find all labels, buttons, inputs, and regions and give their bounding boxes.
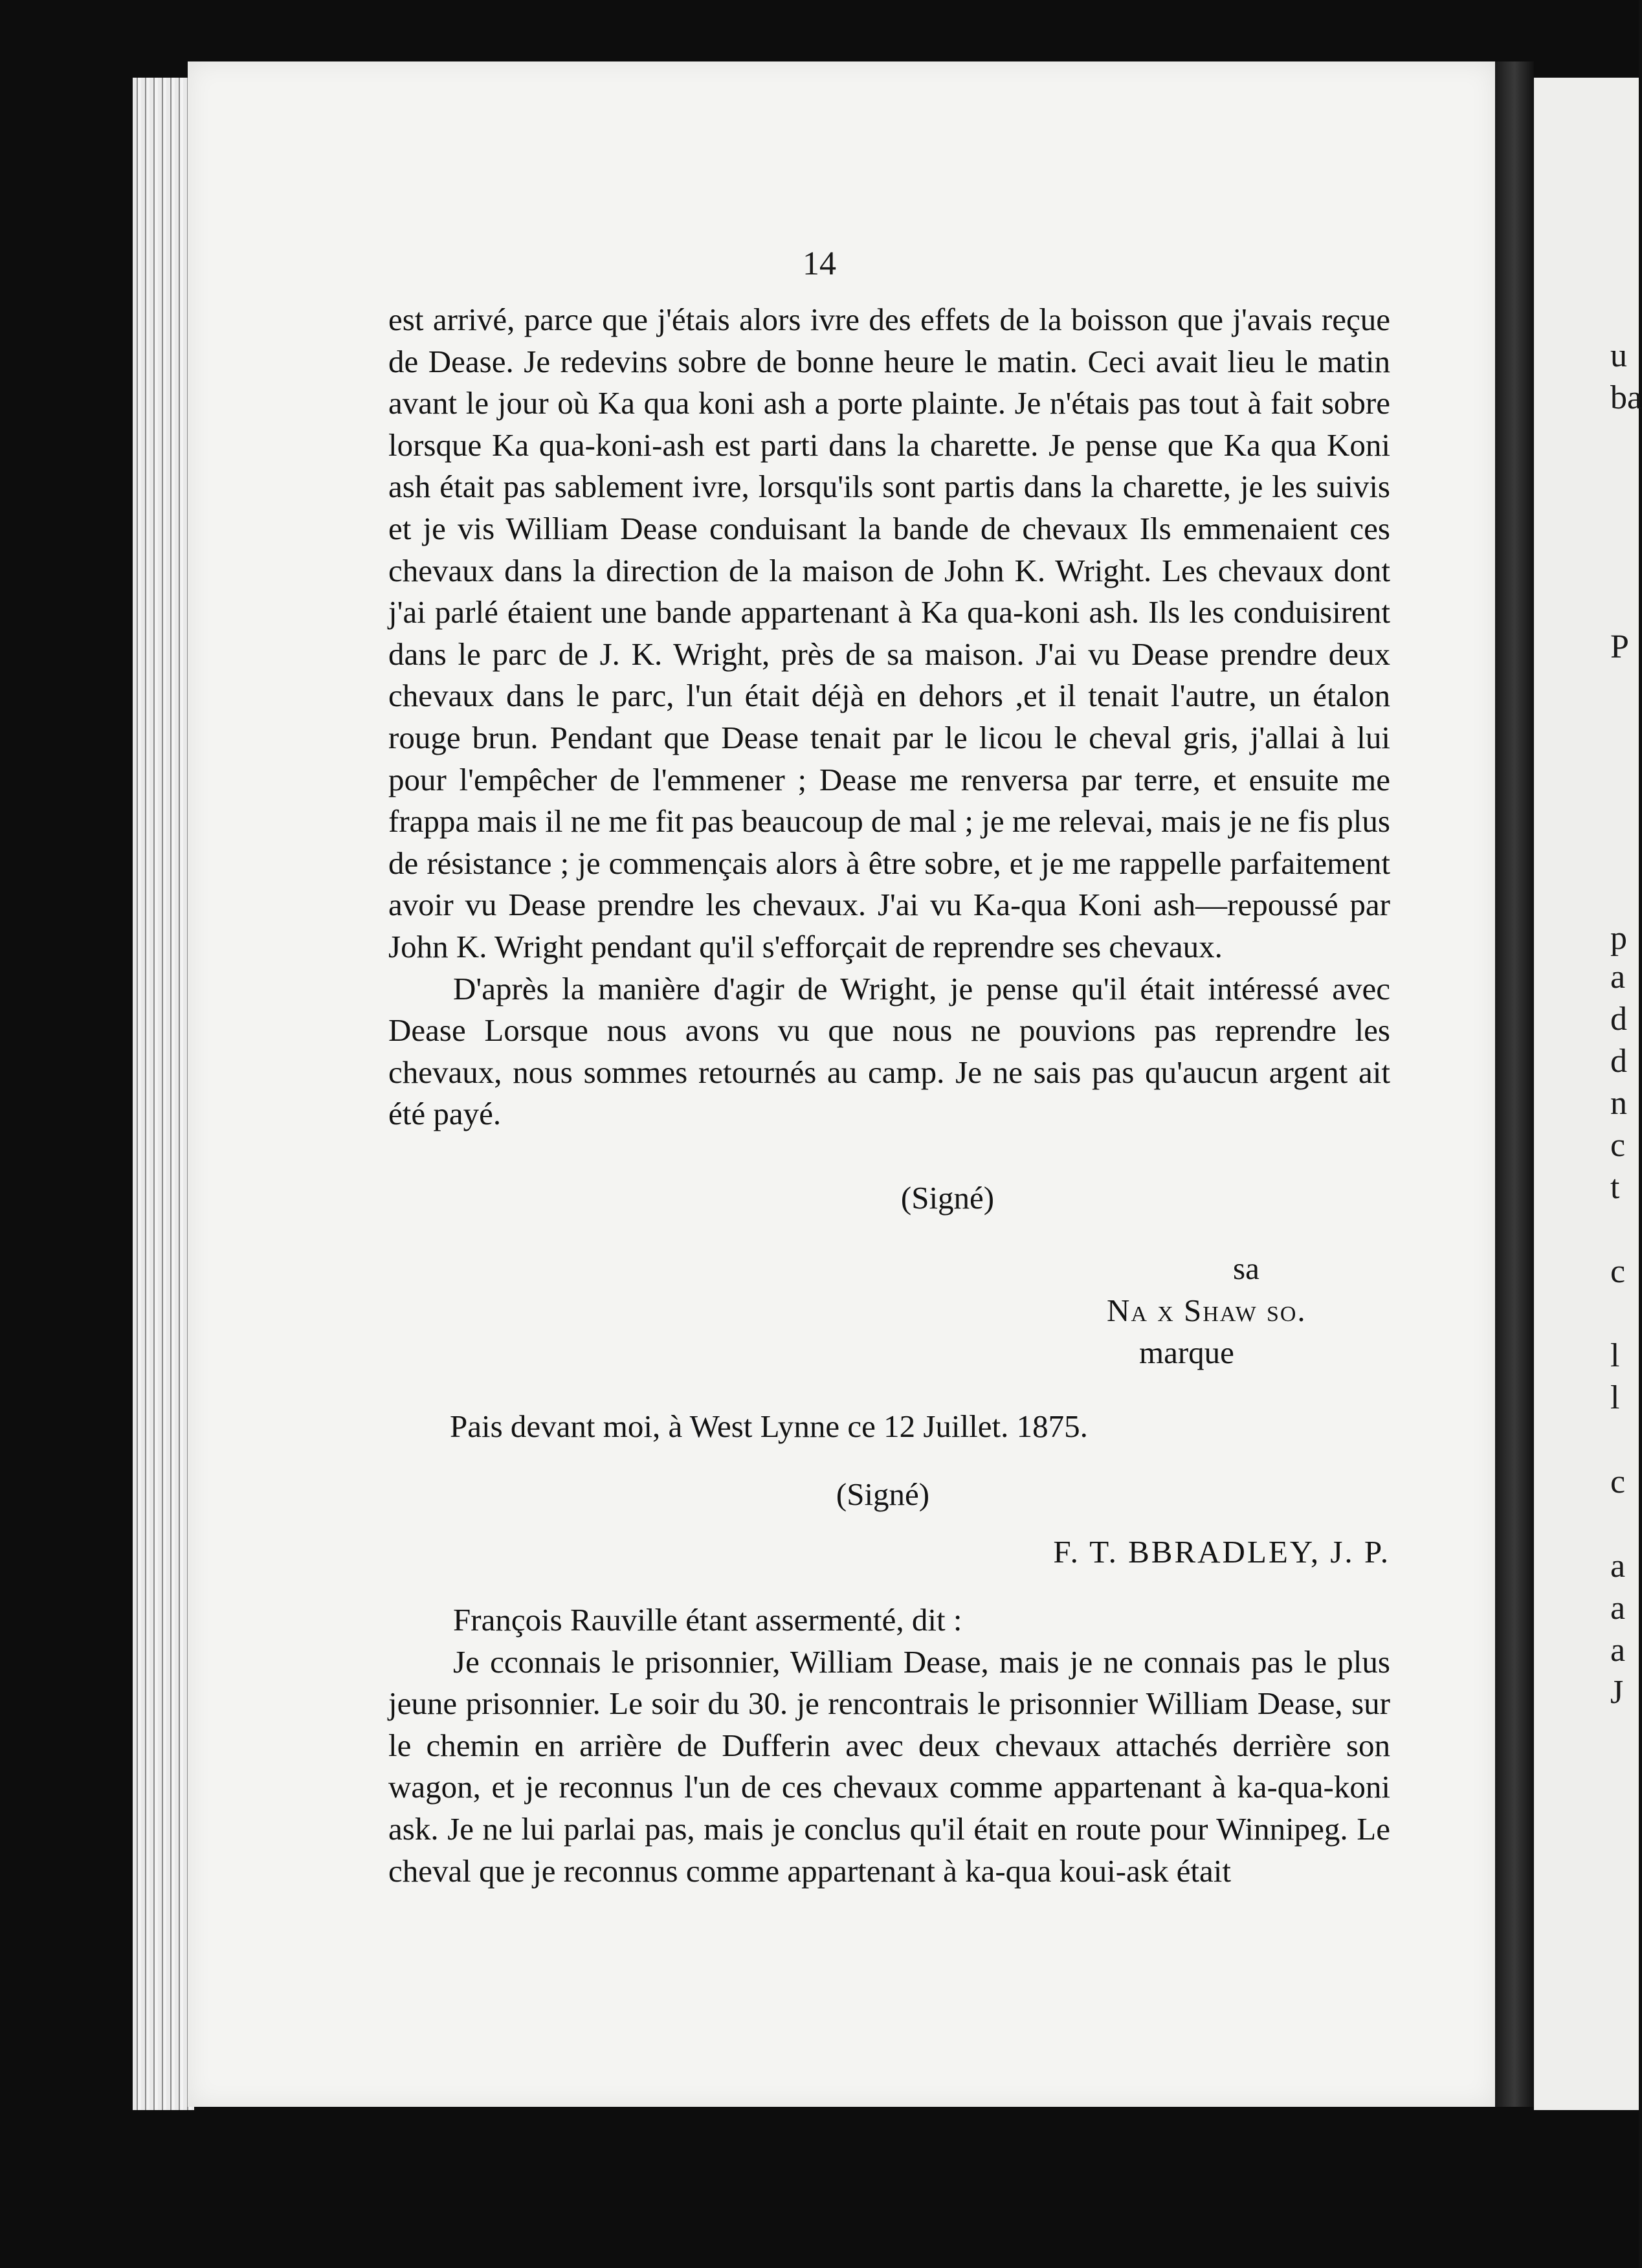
- facing-page-fragment: a: [1610, 1548, 1626, 1584]
- page-body: [388, 299, 1390, 1892]
- facing-page-fragment: a: [1610, 1632, 1626, 1669]
- facing-page: [1534, 78, 1642, 2110]
- page-stack-edges: [133, 78, 194, 2110]
- signature-name: Na x Shaw so.: [1107, 1293, 1307, 1329]
- jurat-line: Pais devant moi, à West Lynne ce 12 Juillet. 1875.: [450, 1408, 1088, 1445]
- facing-page-fragment: n: [1610, 1085, 1627, 1122]
- body-paragraph: est arrivé, parce que j'étais alors ivre des effets de la boisson que j'avais reçue de Dease. Je redevins sobre de bonne heure le matin. Ceci avait lieu le matin avant le jour où Ka qua koni ash a porte plainte. Je n'étais pas tout à fait sobre lorsque Ka qua-koni-ash est parti dans la charette. Je pense que Ka qua Koni ash était pas sablement ivre, lorsqu'ils sont partis dans la charette, je les suivis et je vis William Dease conduisant la bande de chevaux Ils emmenaient ces chevaux dans la direction de la maison de John K. Wright. Les chevaux dont j'ai parlé étaient une bande appartenant à Ka qua-koni ash. Ils les conduisirent dans le parc de J. K. Wright, près de sa maison. J'ai vu Dease prendre deux chevaux dans le parc, l'un était déjà en dehors ,et il tenait l'autre, un étalon rouge brun. Pendant que Dease tenait par le licou le cheval gris, j'allai à lui pour l'empêcher de l'emmener ; Dease me renversa par terre, et ensuite me frappa mais il ne me fit pas beaucoup de mal ; je me relevai, mais je ne fis plus de résistance ; je commençais alors à être sobre, et je me rappelle parfaitement avoir vu Dease prendre les chevaux. J'ai vu Ka-qua Koni ash—repoussé par John K. Wright pendant qu'il s'efforçait de reprendre ses chevaux.: [388, 302, 1390, 964]
- facing-page-fragment: c: [1610, 1127, 1626, 1164]
- facing-page-fragment: l: [1610, 1379, 1620, 1416]
- signature-signe-2: (Signé): [836, 1476, 930, 1512]
- page-number: 14: [803, 245, 836, 282]
- body-paragraph: Je cconnais le prisonnier, William Dease, mais je ne connais pas le plus jeune prisonnier. Le soir du 30. je rencontrais le prisonnier William Dease, sur le chemin en arrière de Dufferin avec deux chevaux attachés derrière son wagon, et je reconnus l'un de ces chevaux comme appartenant à ka-qua-koni ask. Je ne lui parlai pas, mais je conclus qu'il était en route pour Winnipeg. Le cheval que je reconnus comme appartenant à ka-qua koui-ask était: [388, 1643, 1390, 1889]
- signature-marque: marque: [1139, 1334, 1234, 1370]
- facing-page-fragment: ba: [1610, 379, 1642, 416]
- facing-page-fragment: u: [1610, 337, 1627, 374]
- facing-page-fragment: c: [1610, 1253, 1626, 1290]
- facing-page-fragment: p: [1610, 920, 1627, 957]
- body-paragraph: François Rauville étant assermenté, dit :: [453, 1602, 962, 1638]
- signature-signe: (Signé): [900, 1179, 995, 1216]
- facing-page-fragment: P: [1610, 628, 1629, 665]
- facing-page-fragment: a: [1610, 959, 1626, 995]
- body-paragraph: D'après la manière d'agir de Wright, je pense qu'il était intéressé avec Dease Lorsque nous avons vu que nous ne pouvions pas reprendre les chevaux, nous sommes retournés au camp. Je ne sais pas qu'aucun argent ait été payé.: [388, 970, 1390, 1132]
- facing-page-fragment: J: [1610, 1674, 1624, 1711]
- facing-page-fragment: l: [1610, 1337, 1620, 1374]
- justice-name: F. T. BBRADLEY, J. P.: [1053, 1534, 1390, 1570]
- facing-page-fragment: d: [1610, 1001, 1627, 1038]
- book-spine: [1495, 61, 1534, 2107]
- facing-page-fragment: a: [1610, 1590, 1626, 1627]
- facing-page-fragment: t: [1610, 1169, 1620, 1206]
- facing-page-fragment: d: [1610, 1043, 1627, 1080]
- signature-sa: sa: [1233, 1251, 1259, 1287]
- facing-page-fragment: c: [1610, 1463, 1626, 1500]
